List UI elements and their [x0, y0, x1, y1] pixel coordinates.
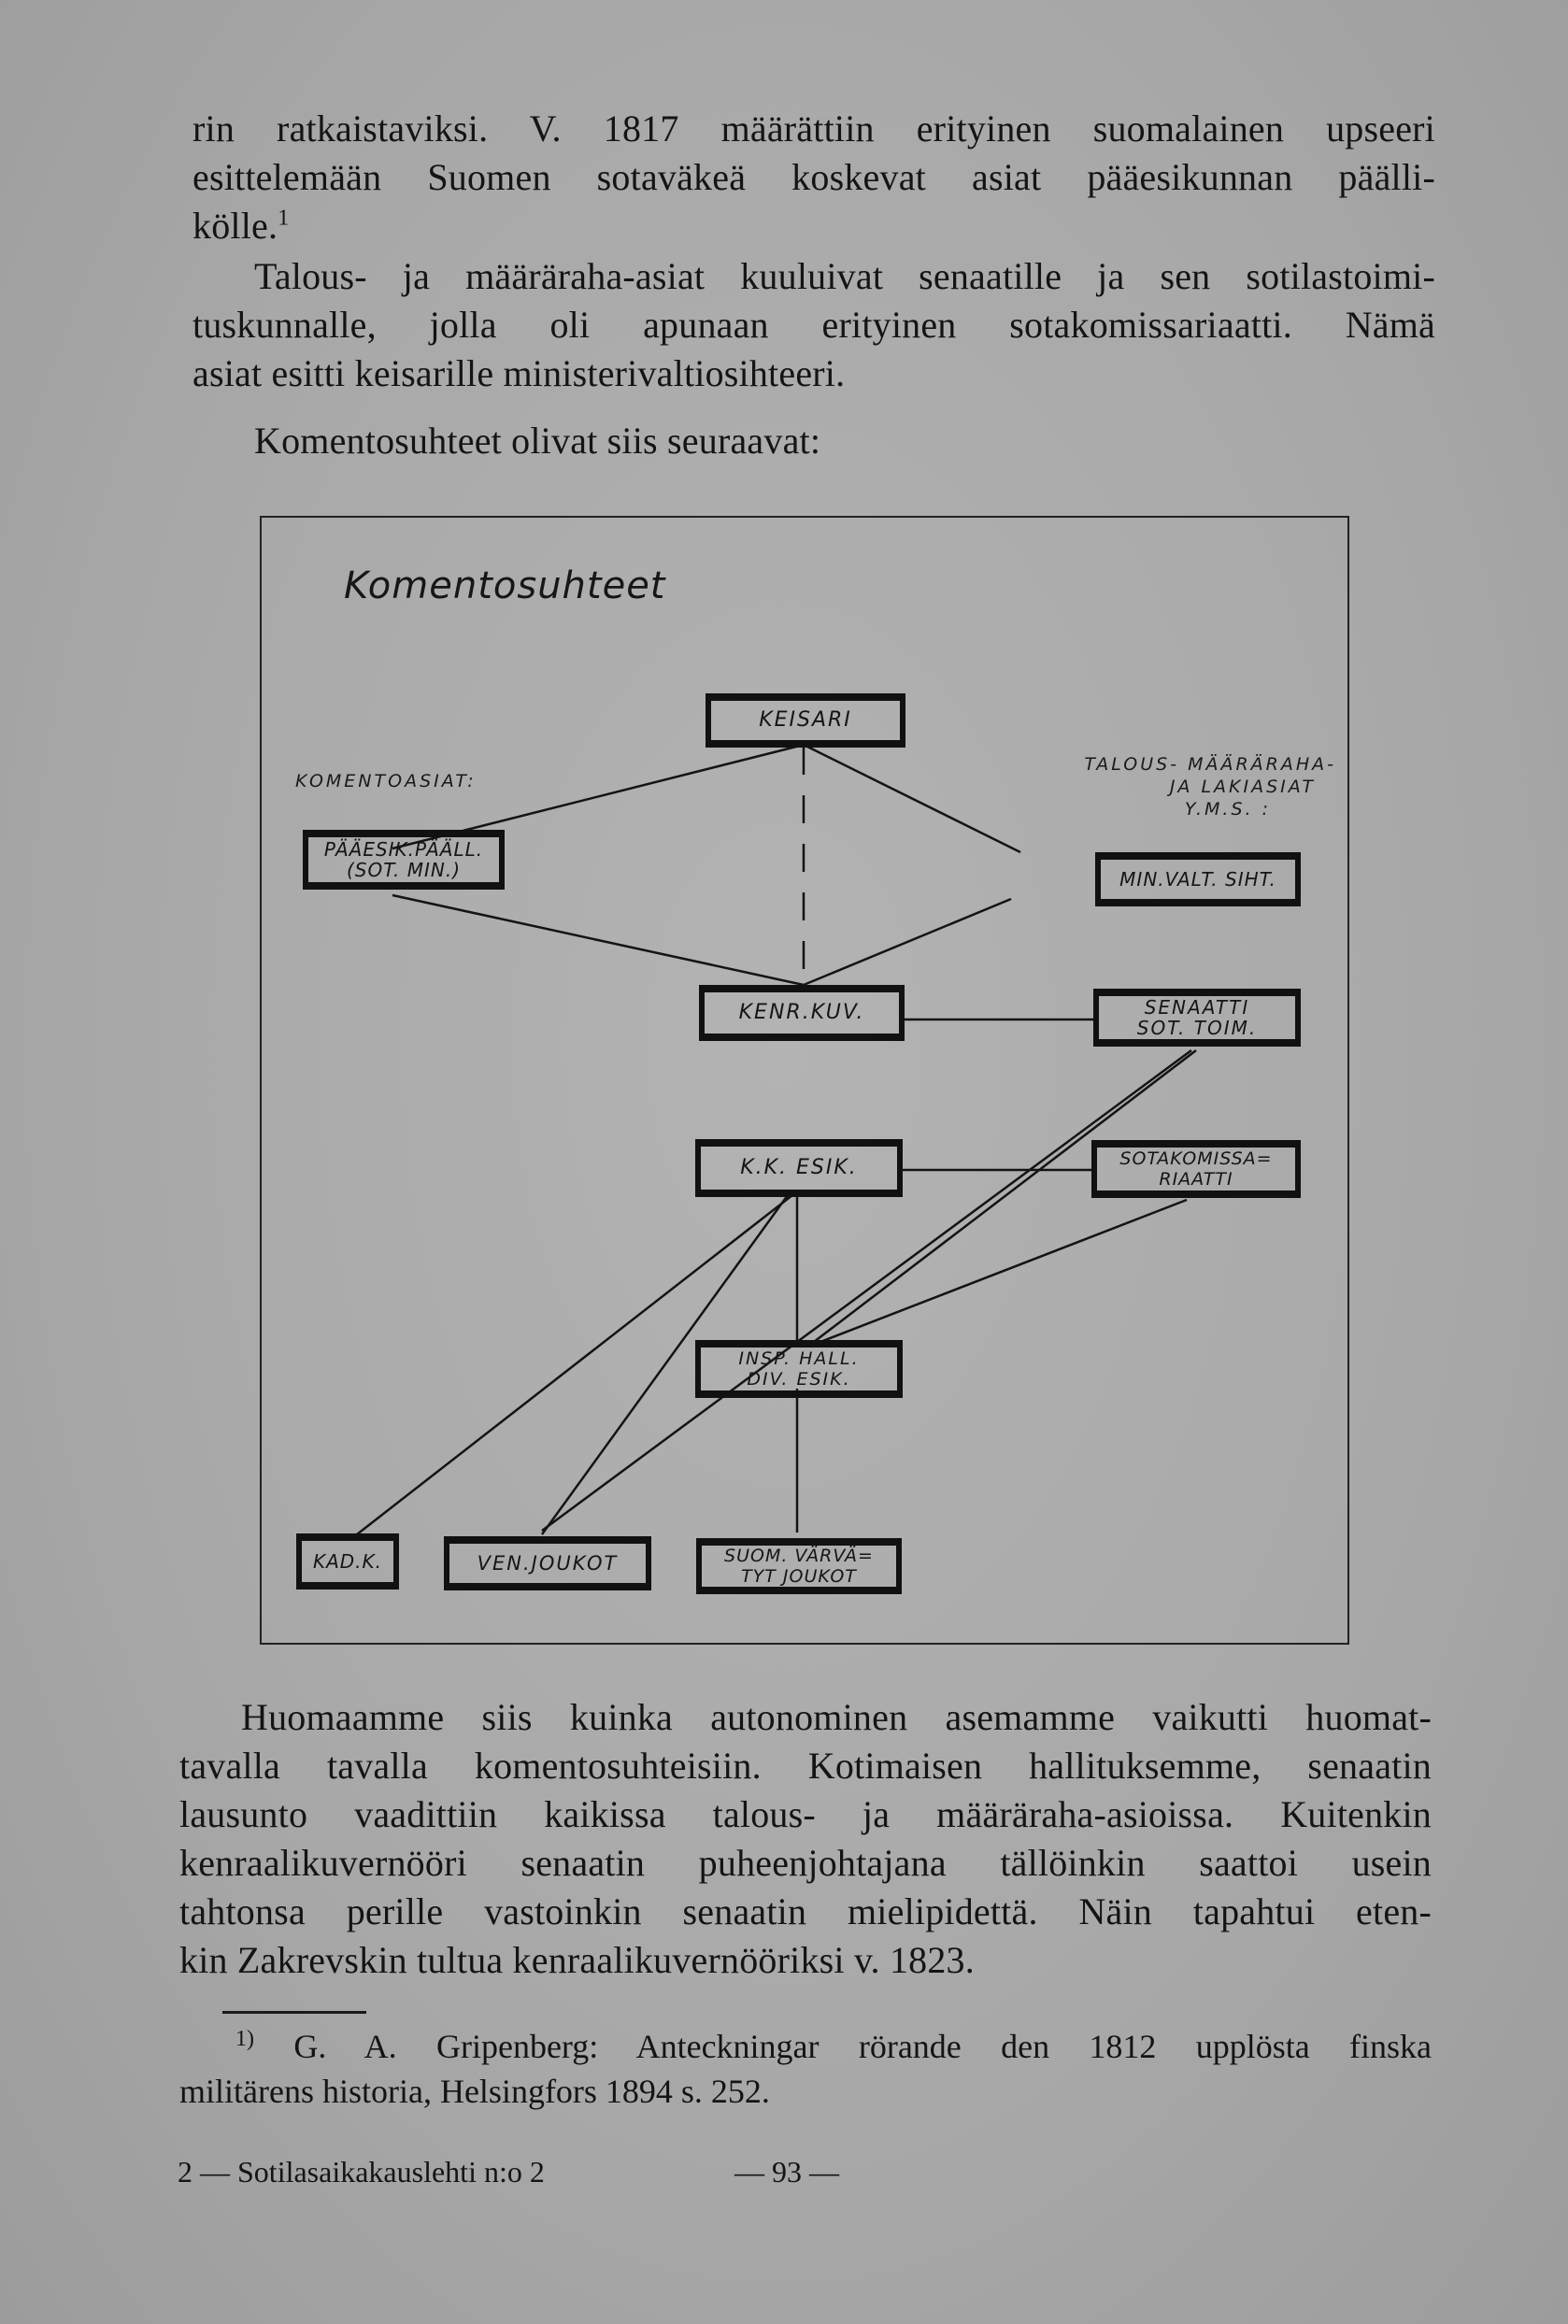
text-line: tavalla tavalla komentosuhteisiin. Kotimaisen hallituksemme, senaatin	[179, 1745, 1432, 1787]
diagram-title: Komentosuhteet	[344, 564, 666, 607]
text-line: Talous- ja määräraha-asiat kuuluivat senaatille ja sen sotilastoimi-	[254, 255, 1435, 297]
diagram-connectors	[262, 518, 1347, 1643]
text-line: kölle.$^1$	[192, 205, 290, 247]
label-komentoasiat: KOMENTOASIAT:	[295, 771, 477, 791]
footnote-divider	[222, 2011, 366, 2014]
node-sotakomissariaatti: SOTAKOMISSA= RIAATTI	[1091, 1140, 1301, 1198]
text-line: kenraalikuvernööri senaatin puheenjohtajana tällöinkin saattoi usein	[179, 1842, 1432, 1884]
node-suomalaiset-varvatyt-joukot: SUOM. VÄRVÄ= TYT JOUKOT	[696, 1538, 902, 1594]
page-number: — 93 —	[734, 2155, 839, 2189]
footnote-marker: 1)	[235, 2027, 254, 2051]
paragraph-3	[192, 417, 1435, 465]
paragraph-4	[179, 1693, 1432, 1985]
label-talousasiat: TALOUS- MÄÄRÄRAHA- JA LAKIASIAT Y.M.S. :	[1084, 754, 1336, 820]
footnote-text-line: militärens historia, Helsingfors 1894 s. 252.	[179, 2073, 770, 2110]
text-line: Huomaamme siis kuinka autonominen asemamme vaikutti huomat-	[241, 1696, 1432, 1738]
command-relations-diagram	[260, 516, 1349, 1645]
node-paaesikunnan-paallikko: PÄÄESIK.PÄÄLL. (SOT. MIN.)	[303, 830, 505, 890]
journal-signature: 2 — Sotilasaikakauslehti n:o 2	[178, 2155, 545, 2189]
text-line: tahtonsa perille vastoinkin senaatin mielipidettä. Näin tapahtui eten-	[179, 1890, 1432, 1932]
footnote-ref: 1	[278, 206, 290, 231]
node-kenraalikuvernoori: KENR.KUV.	[699, 985, 905, 1041]
text-line: Komentosuhteet olivat siis seuraavat:	[254, 420, 821, 462]
text-line: esittelemään Suomen sotaväkeä koskevat asiat pääesikunnan päälli-	[192, 156, 1435, 198]
text-line: kin Zakrevskin tultua kenraalikuvernööriksi v. 1823.	[179, 1939, 975, 1981]
paragraph-1	[192, 105, 1435, 250]
node-keisari: KEISARI	[706, 693, 905, 748]
text-line: rin ratkaistaviksi. V. 1817 määrättiin erityinen suomalainen upseeri	[192, 107, 1435, 150]
node-venalaiset-joukot: VEN.JOUKOT	[444, 1536, 651, 1590]
text-line: asiat esitti keisarille ministerivaltiosihteeri.	[192, 352, 846, 394]
node-inspektori-divisioonan-esikunta: INSP. HALL. DIV. ESIK.	[695, 1340, 903, 1398]
paragraph-2	[192, 252, 1435, 398]
footnote	[179, 2024, 1432, 2114]
text-line: tuskunnalle, jolla oli apunaan erityinen sotakomissariaatti. Nämä	[192, 304, 1435, 346]
node-kadettikoulu: KAD.K.	[296, 1533, 399, 1590]
node-senaatti-sotilastoimituskunta: SENAATTI SOT. TOIM.	[1093, 989, 1301, 1047]
footnote-text-line: G. A. Gripenberg: Anteckningar rörande den 1812 upplösta finska	[293, 2028, 1433, 2065]
node-ministerivaltiosihteeri: MIN.VALT. SIHT.	[1095, 852, 1301, 906]
node-kk-esikunta: K.K. ESIK.	[695, 1139, 903, 1197]
text-line: lausunto vaadittiin kaikissa talous- ja määräraha-asioissa. Kuitenkin	[179, 1793, 1432, 1835]
